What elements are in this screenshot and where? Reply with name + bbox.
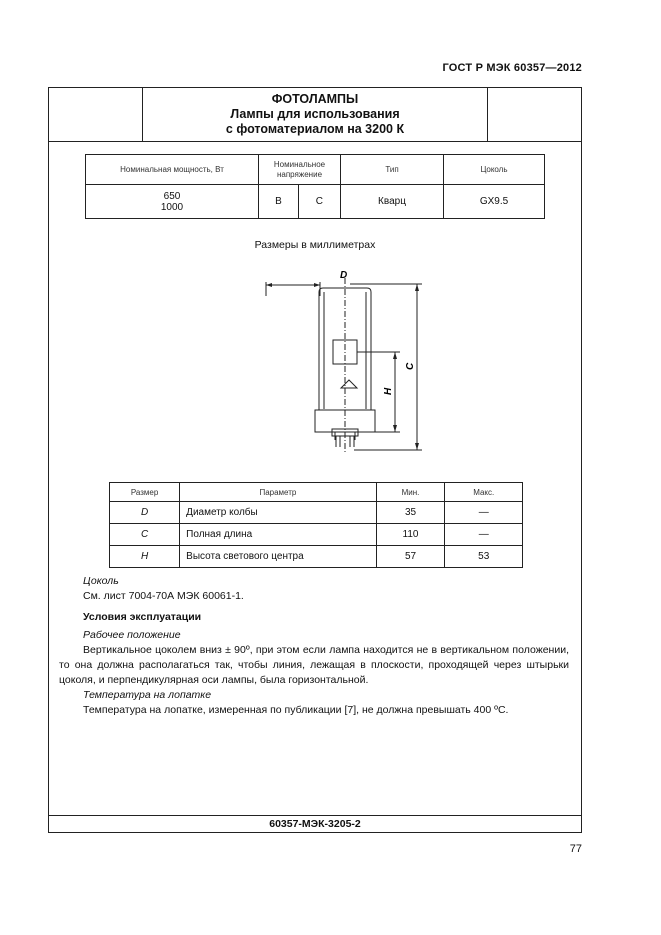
cell-size: C <box>110 524 180 546</box>
label-d: D <box>340 270 348 281</box>
power-value-2: 1000 <box>160 201 184 213</box>
title-line-3: с фотоматериалом на 3200 К <box>225 122 405 136</box>
col-header-param: Параметр <box>180 483 376 502</box>
h-arrow-top <box>393 352 397 359</box>
col-header-min: Мин. <box>376 483 445 502</box>
standard-header: ГОСТ Р МЭК 60357—2012 <box>442 62 582 74</box>
temperature-text: Температура на лопатке, измеренная по публикации [7], не должна превышать 400 ºС. <box>83 704 509 716</box>
col-header-max: Макс. <box>445 483 523 502</box>
sheet-footer: 60357-МЭК-3205-2 <box>49 815 581 832</box>
title-center-cell <box>143 92 487 137</box>
cell-min: 110 <box>376 524 445 546</box>
title-left-cell <box>49 88 143 141</box>
label-h: H <box>383 387 394 395</box>
col-header-base: Цоколь <box>444 155 545 185</box>
cell-voltage-b: C <box>298 185 340 219</box>
conditions-section <box>59 610 569 718</box>
cell-max: — <box>445 502 523 524</box>
table-row <box>110 524 523 546</box>
d-arrow-right <box>314 283 320 287</box>
position-heading: Рабочее положение <box>83 629 181 641</box>
conditions-heading: Условия эксплуатации <box>83 611 202 623</box>
cell-voltage-a: B <box>259 185 299 219</box>
lamp-dimension-drawing <box>254 264 454 469</box>
temperature-heading: Температура на лопатке <box>83 689 212 701</box>
title-line-1: ФОТОЛАМПЫ <box>271 92 359 106</box>
label-c: C <box>405 362 416 370</box>
cell-min: 35 <box>376 502 445 524</box>
lamp-ratings-table <box>85 154 545 219</box>
cell-size: H <box>110 546 180 568</box>
table-row <box>110 502 523 524</box>
col-header-size: Размер <box>110 483 180 502</box>
units-note: Размеры в миллиметрах <box>254 239 376 251</box>
page-number: 77 <box>569 843 582 855</box>
title-block <box>49 88 581 142</box>
table-row <box>86 185 545 219</box>
cell-max: — <box>445 524 523 546</box>
d-arrow-left <box>266 283 272 287</box>
col-header-type: Тип <box>341 155 444 185</box>
cell-type: Кварц <box>341 185 444 219</box>
base-text: См. лист 7004-70А МЭК 60061-1. <box>83 590 244 602</box>
cell-param: Высота светового центра <box>180 546 376 568</box>
data-sheet-frame <box>48 87 582 833</box>
c-arrow-top <box>415 284 419 291</box>
cell-min: 57 <box>376 546 445 568</box>
title-line-2: Лампы для использования <box>230 107 400 121</box>
lamp-tip <box>341 380 357 388</box>
col-header-voltage: Номинальное напряжение <box>259 155 341 185</box>
base-section <box>59 574 569 604</box>
cell-base: GX9.5 <box>444 185 545 219</box>
position-text: Вертикальное цоколем вниз ± 90º, при этом если лампа находится не в вертикальном положении, то она должна располагаться так, чтобы линия, лежащая в плоскости, проходящей через штырьки цоколя, и перпендикулярная оси лампы, была горизонтальной. <box>59 644 569 686</box>
base-heading: Цоколь <box>83 575 119 587</box>
cell-param: Диаметр колбы <box>180 502 376 524</box>
h-arrow-bottom <box>393 425 397 432</box>
title-right-cell <box>487 88 581 141</box>
cell-power <box>86 185 259 219</box>
cell-param: Полная длина <box>180 524 376 546</box>
table-row <box>110 546 523 568</box>
col-header-power: Номинальная мощность, Вт <box>86 155 259 185</box>
cell-max: 53 <box>445 546 523 568</box>
dimensions-table <box>109 482 523 568</box>
c-arrow-bottom <box>415 443 419 450</box>
power-value-1: 650 <box>163 190 181 202</box>
cell-size: D <box>110 502 180 524</box>
